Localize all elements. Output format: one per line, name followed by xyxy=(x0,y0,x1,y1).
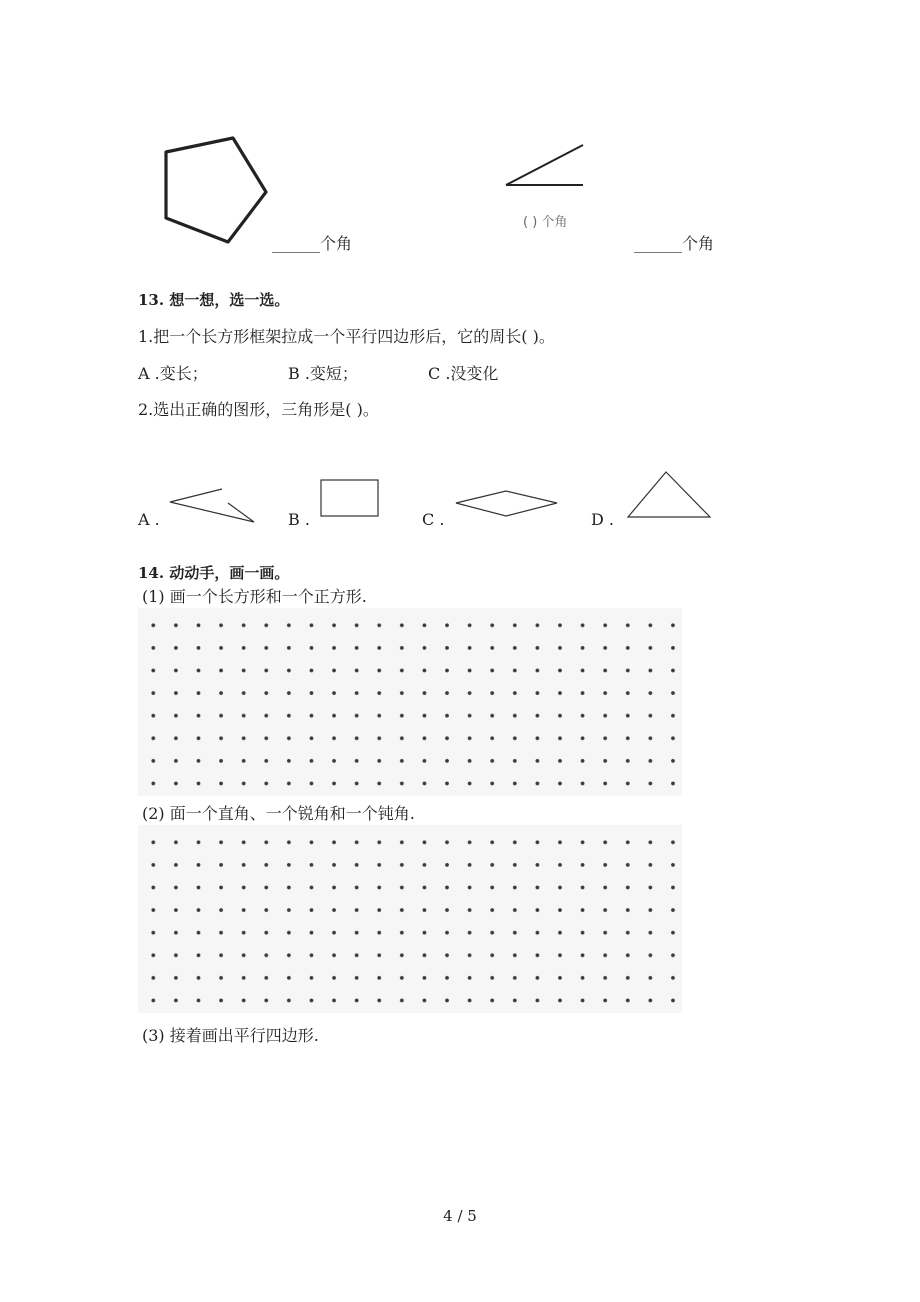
q13-item2-question: 2.选出正确的图形，三角形是( )。 xyxy=(138,400,379,419)
rhombus-figure xyxy=(454,489,560,519)
angle-figure xyxy=(500,140,590,190)
q13-title: 13. 想一想，选一选。 xyxy=(138,291,290,309)
q13-item1-question: 1.把一个长方形框架拉成一个平行四边形后，它的周长( )。 xyxy=(138,327,555,346)
pentagon-answer: ______个角 xyxy=(272,234,353,253)
q14-part2: (2) 面一个直角、一个锐角和一个钝角. xyxy=(142,804,415,823)
q13-item2-option-b[interactable]: B . xyxy=(288,510,310,529)
angle-caption: ( ) 个角 xyxy=(523,215,568,230)
q13-item1-option-a[interactable]: A .变长； xyxy=(138,364,208,383)
q13-item1-option-c[interactable]: C .没变化 xyxy=(428,364,499,383)
dot-grid-1[interactable] xyxy=(138,608,682,796)
q14-part3: (3) 接着画出平行四边形. xyxy=(142,1026,319,1045)
angle-answer: ______个角 xyxy=(634,234,715,253)
page-number: 4 / 5 xyxy=(443,1207,477,1225)
q13-item2-option-d[interactable]: D . xyxy=(591,510,614,529)
q14-part1: (1) 画一个长方形和一个正方形. xyxy=(142,587,367,606)
q13-item2-option-a[interactable]: A . xyxy=(138,510,160,529)
triangle-figure xyxy=(626,470,714,520)
q14-title: 14. 动动手，画一画。 xyxy=(138,564,290,582)
dot-grid-2[interactable] xyxy=(138,825,682,1013)
q13-item1-option-b[interactable]: B .变短； xyxy=(288,364,358,383)
rectangle-figure xyxy=(320,479,380,519)
open-shape-figure xyxy=(168,486,258,526)
pentagon-figure xyxy=(158,130,273,250)
q13-item2-option-c[interactable]: C . xyxy=(422,510,445,529)
